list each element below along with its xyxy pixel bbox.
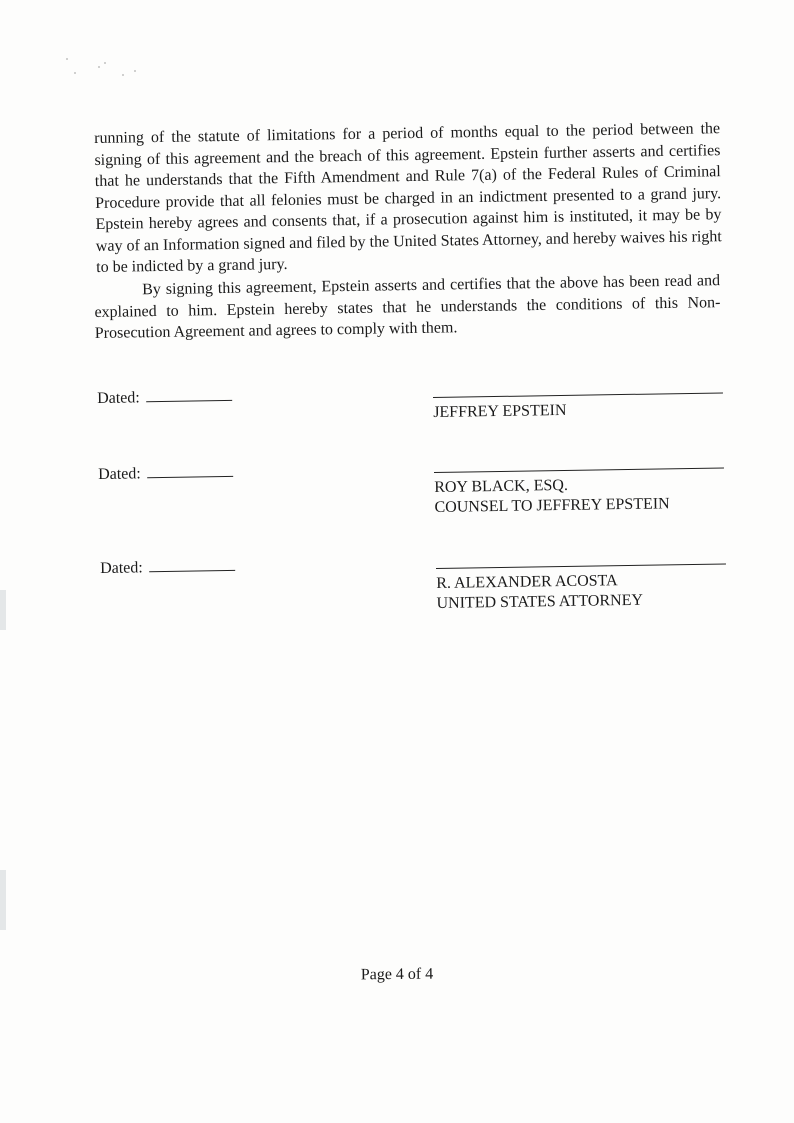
signatory-name: R. ALEXANDER ACOSTA bbox=[436, 572, 618, 592]
scan-edge-mark bbox=[0, 870, 6, 930]
scan-speck bbox=[98, 66, 100, 68]
signature-line[interactable] bbox=[433, 392, 723, 398]
scan-speck bbox=[122, 74, 124, 76]
signatory-name: JEFFREY EPSTEIN bbox=[433, 401, 567, 421]
dated-field-black[interactable] bbox=[98, 464, 233, 484]
dated-field-epstein[interactable] bbox=[97, 388, 232, 408]
signature-block-acosta bbox=[436, 563, 727, 614]
scan-speck bbox=[66, 58, 68, 60]
scan-speck bbox=[74, 72, 76, 74]
date-blank-line[interactable] bbox=[149, 558, 235, 572]
signatory-title: UNITED STATES ATTORNEY bbox=[436, 591, 644, 612]
scan-edge-mark bbox=[0, 590, 6, 630]
dated-label: Dated: bbox=[98, 465, 141, 483]
dated-field-acosta[interactable] bbox=[100, 558, 235, 578]
paragraph-certification: By signing this agreement, Epstein asserts and certifies that the above has been read and explained to him. Epstein hereby states that he understands the conditions of this Non-Prosecution Agreement and agrees to comply with them. bbox=[94, 272, 721, 342]
dated-label: Dated: bbox=[100, 559, 143, 577]
signature-block-epstein bbox=[433, 392, 723, 423]
signature-block-black bbox=[434, 467, 725, 518]
signature-line[interactable] bbox=[436, 563, 726, 569]
signature-line[interactable] bbox=[434, 467, 724, 473]
scan-speck bbox=[104, 62, 106, 64]
date-blank-line[interactable] bbox=[146, 388, 232, 402]
dated-label: Dated: bbox=[97, 389, 140, 407]
page-number: Page 4 of 4 bbox=[360, 965, 434, 984]
scan-speck bbox=[134, 70, 136, 72]
signatory-title: COUNSEL TO JEFFREY EPSTEIN bbox=[434, 495, 670, 516]
date-blank-line[interactable] bbox=[147, 464, 233, 478]
paragraph-statute: running of the statute of limitations for a period of months equal to the period between the signing of this agreement and the breach of this agreement. Epstein further asserts and certifies that he understands that the Fifth Amendment and Rule 7(a) of the Federal Rules of Criminal Procedure provide that all felonies must be charged in an indictment presented to a grand jury. Epstein hereby agrees and consents that, if a prosecution against him is instituted, it may be by way of an Information signed and filed by the United States Attorney, and hereby waives his right to be indicted by a grand jury. bbox=[94, 120, 722, 276]
signatory-name: ROY BLACK, ESQ. bbox=[434, 476, 569, 496]
